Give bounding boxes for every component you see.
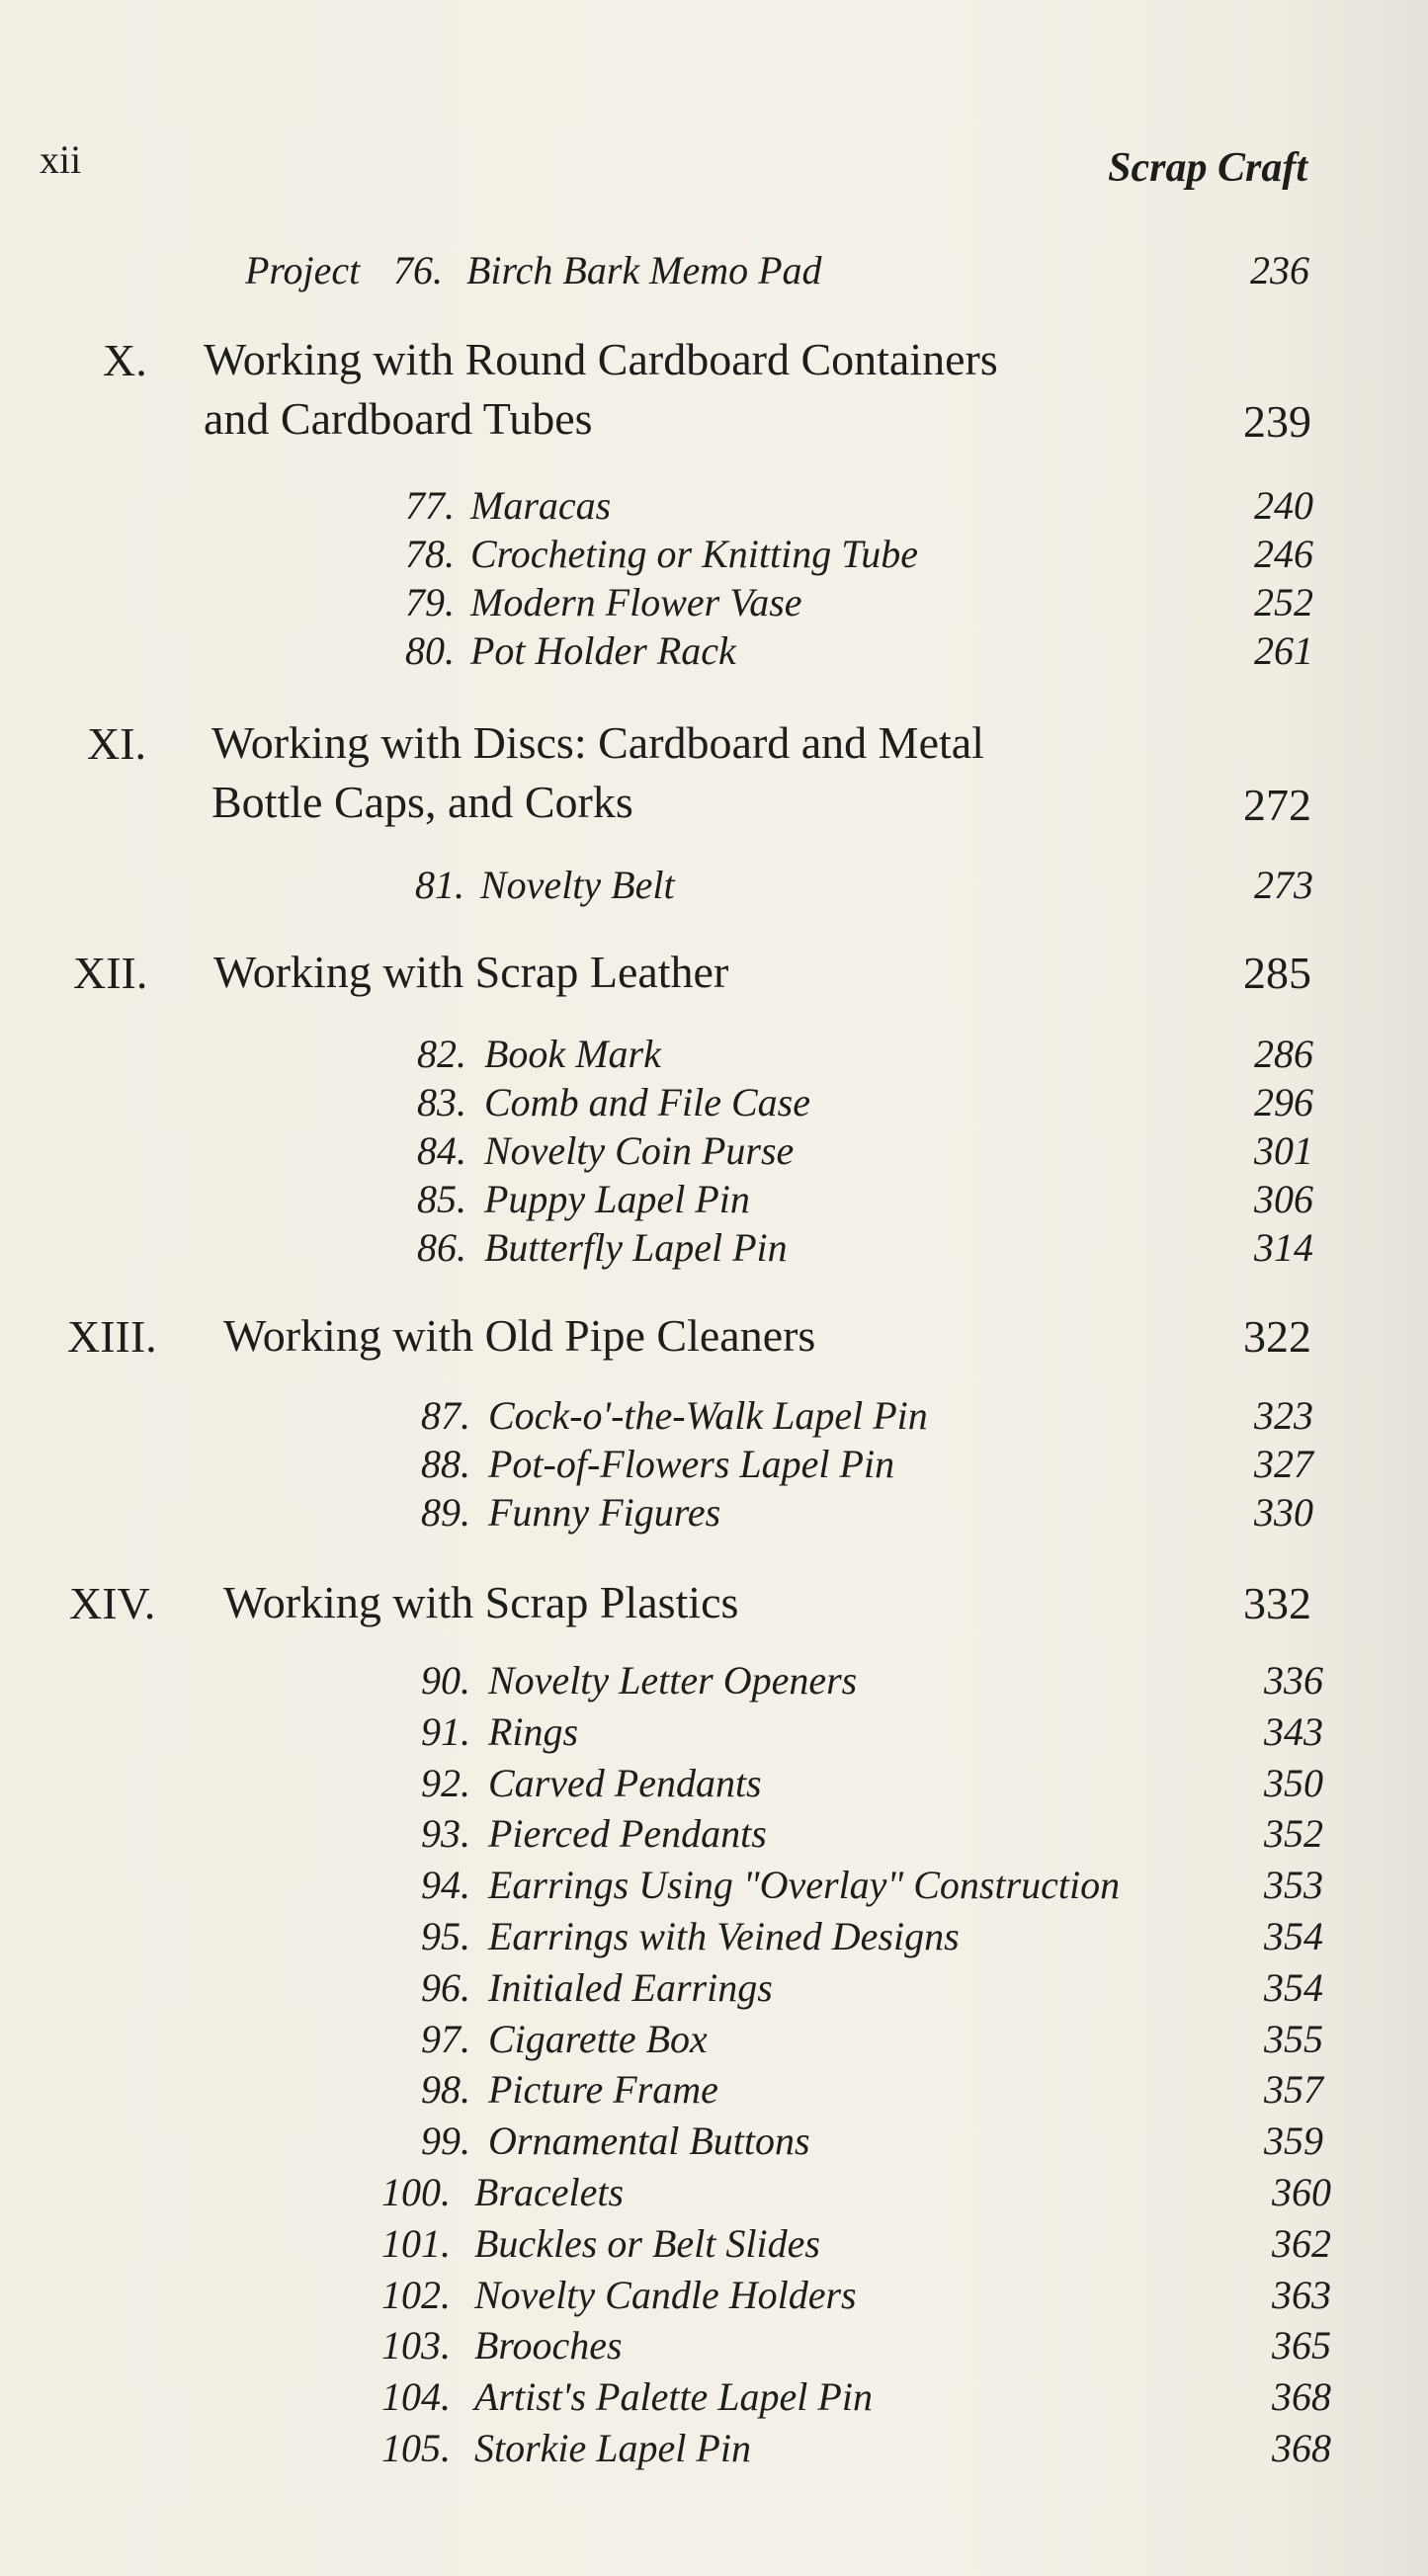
toc-entry xyxy=(0,1862,1428,1911)
entry-page: 354 xyxy=(1264,1914,1323,1958)
entry-page: 352 xyxy=(1264,1811,1323,1857)
entry-page: 306 xyxy=(1254,1177,1313,1221)
entry-number: 103. xyxy=(381,2323,451,2368)
toc-entry xyxy=(0,2322,1428,2371)
toc-entry xyxy=(0,1489,1428,1538)
entry-page: 246 xyxy=(1254,532,1313,576)
entry-number: 79. xyxy=(405,580,455,624)
entry-title: Ornamental Buttons xyxy=(488,2119,810,2164)
entry-number: 100. xyxy=(381,2170,451,2214)
entry-number: 97. xyxy=(421,2016,470,2061)
entry-number: 95. xyxy=(421,1914,470,1958)
entry-title: Rings xyxy=(488,1708,579,1754)
entry-title: Bracelets xyxy=(474,2170,625,2214)
entry-title: Maracas xyxy=(470,483,612,528)
page-number: xii xyxy=(40,137,82,182)
toc-entry xyxy=(0,2220,1428,2270)
chapter-title xyxy=(223,1306,1212,1366)
entry-number: 84. xyxy=(417,1128,466,1173)
entry-page: 236 xyxy=(1250,248,1309,292)
project-prefix: Project xyxy=(245,248,361,292)
toc-entry xyxy=(0,1031,1428,1080)
entry-title: Initialed Earrings xyxy=(488,1964,773,2010)
entry-number: 102. xyxy=(381,2272,451,2317)
toc-entry xyxy=(0,579,1428,628)
entry-number: 99. xyxy=(421,2119,470,2164)
chapter-number: XIII. xyxy=(67,1311,157,1362)
entry-page: 296 xyxy=(1254,1080,1313,1124)
chapter-number: XIV. xyxy=(69,1578,156,1628)
toc-entry xyxy=(0,1392,1428,1442)
chapter-number: XII. xyxy=(73,948,148,998)
entry-page: 365 xyxy=(1272,2323,1331,2368)
entry-number: 93. xyxy=(421,1811,470,1857)
entry-title: Modern Flower Vase xyxy=(470,580,802,624)
entry-page: 343 xyxy=(1264,1708,1323,1754)
chapter-title-line: Bottle Caps, and Corks xyxy=(211,777,633,827)
entry-page: 368 xyxy=(1272,2374,1331,2420)
toc-entry xyxy=(0,1913,1428,1962)
entry-title: Brooches xyxy=(474,2323,623,2368)
chapter-page: 285 xyxy=(1243,948,1311,998)
entry-number: 91. xyxy=(421,1708,470,1754)
entry-number: 78. xyxy=(405,532,455,576)
toc-entry-76 xyxy=(0,247,1428,296)
chapter-title-line: and Cardboard Tubes xyxy=(204,393,593,444)
chapter-title-line: Working with Scrap Leather xyxy=(213,947,729,997)
running-head: Scrap Craft xyxy=(1108,145,1307,191)
entry-title: Storkie Lapel Pin xyxy=(474,2426,751,2470)
entry-title: Birch Bark Memo Pad xyxy=(466,248,822,292)
chapter-title xyxy=(213,943,1202,1002)
entry-page: 286 xyxy=(1254,1032,1313,1076)
toc-entry xyxy=(0,1810,1428,1860)
entry-title: Funny Figures xyxy=(488,1490,721,1535)
entry-title: Cigarette Box xyxy=(488,2016,708,2061)
entry-title: Comb and File Case xyxy=(484,1080,810,1124)
entry-page: 336 xyxy=(1264,1658,1323,1703)
entry-page: 353 xyxy=(1264,1863,1323,1908)
entry-title: Pot Holder Rack xyxy=(470,628,736,673)
entry-page: 252 xyxy=(1254,580,1313,624)
chapter-page: 239 xyxy=(1243,396,1311,447)
entry-title: Earrings Using "Overlay" Construction xyxy=(488,1863,1121,1908)
entry-title: Book Mark xyxy=(484,1032,661,1076)
entry-page: 273 xyxy=(1254,863,1313,907)
toc-entry xyxy=(0,1708,1428,1758)
entry-page: 368 xyxy=(1272,2426,1331,2470)
entry-title: Puppy Lapel Pin xyxy=(484,1177,750,1221)
entry-title: Novelty Letter Openers xyxy=(488,1658,858,1703)
toc-entry xyxy=(0,2425,1428,2474)
entry-page: 327 xyxy=(1254,1442,1313,1486)
chapter-title-line: Working with Old Pipe Cleaners xyxy=(223,1310,816,1361)
entry-title: Cock-o'-the-Walk Lapel Pin xyxy=(488,1393,928,1438)
entry-title: Butterfly Lapel Pin xyxy=(484,1225,788,1270)
entry-title: Earrings with Veined Designs xyxy=(488,1914,960,1958)
entry-page: 323 xyxy=(1254,1393,1313,1438)
toc-entry xyxy=(0,862,1428,911)
entry-page: 330 xyxy=(1254,1490,1313,1535)
chapter-title-line: Working with Scrap Plastics xyxy=(223,1577,739,1627)
toc-entry xyxy=(0,2169,1428,2218)
entry-title: Novelty Candle Holders xyxy=(474,2272,857,2317)
toc-entry xyxy=(0,2118,1428,2167)
toc-entry xyxy=(0,482,1428,532)
entry-number: 87. xyxy=(421,1393,470,1438)
entry-page: 355 xyxy=(1264,2016,1323,2061)
chapter-title-line: Working with Round Cardboard Containers xyxy=(204,334,998,384)
toc-entry xyxy=(0,627,1428,677)
entry-number: 88. xyxy=(421,1442,470,1486)
entry-number: 101. xyxy=(381,2220,451,2266)
entry-page: 314 xyxy=(1254,1225,1313,1270)
entry-number: 96. xyxy=(421,1964,470,2010)
toc-entry xyxy=(0,1760,1428,1809)
toc-entry xyxy=(0,531,1428,580)
entry-page: 362 xyxy=(1272,2220,1331,2266)
chapter-title xyxy=(204,330,1192,449)
chapter-page: 332 xyxy=(1243,1578,1311,1628)
entry-page: 360 xyxy=(1272,2170,1331,2214)
toc-entry xyxy=(0,1176,1428,1225)
chapter-number: X. xyxy=(103,335,147,385)
toc-entry xyxy=(0,1127,1428,1177)
entry-number: 89. xyxy=(421,1490,470,1535)
entry-page: 363 xyxy=(1272,2272,1331,2317)
entry-title: Artist's Palette Lapel Pin xyxy=(474,2374,873,2420)
entry-page: 261 xyxy=(1254,628,1313,673)
toc-entry xyxy=(0,1079,1428,1128)
toc-entry xyxy=(0,2373,1428,2423)
entry-page: 354 xyxy=(1264,1964,1323,2010)
entry-title: Carved Pendants xyxy=(488,1760,762,1805)
entry-number: 83. xyxy=(417,1080,466,1124)
toc-entry xyxy=(0,2066,1428,2116)
chapter-title xyxy=(211,713,1200,832)
entry-number: 86. xyxy=(417,1225,466,1270)
chapter-title-line: Working with Discs: Cardboard and Metal xyxy=(211,717,984,768)
entry-number: 104. xyxy=(381,2374,451,2420)
toc-entry xyxy=(0,1441,1428,1490)
entry-number: 81. xyxy=(415,863,464,907)
entry-title: Pierced Pendants xyxy=(488,1811,767,1857)
chapter-number: XI. xyxy=(87,718,147,769)
entry-page: 240 xyxy=(1254,483,1313,528)
entry-page: 357 xyxy=(1264,2067,1323,2113)
entry-number: 98. xyxy=(421,2067,470,2113)
entry-number: 80. xyxy=(405,628,455,673)
entry-page: 359 xyxy=(1264,2119,1323,2164)
entry-number: 76. xyxy=(393,248,443,292)
entry-page: 301 xyxy=(1254,1128,1313,1173)
toc-entry xyxy=(0,2272,1428,2321)
entry-number: 85. xyxy=(417,1177,466,1221)
entry-number: 105. xyxy=(381,2426,451,2470)
entry-number: 90. xyxy=(421,1658,470,1703)
entry-page: 350 xyxy=(1264,1760,1323,1805)
entry-number: 77. xyxy=(405,483,455,528)
entry-number: 94. xyxy=(421,1863,470,1908)
chapter-title xyxy=(223,1573,1212,1632)
entry-title: Picture Frame xyxy=(488,2067,718,2113)
entry-title: Pot-of-Flowers Lapel Pin xyxy=(488,1442,895,1486)
entry-number: 92. xyxy=(421,1760,470,1805)
entry-number: 82. xyxy=(417,1032,466,1076)
chapter-page: 272 xyxy=(1243,780,1311,830)
toc-entry xyxy=(0,1657,1428,1706)
entry-title: Buckles or Belt Slides xyxy=(474,2220,820,2266)
toc-entry xyxy=(0,2016,1428,2065)
chapter-page: 322 xyxy=(1243,1311,1311,1362)
entry-title: Novelty Belt xyxy=(480,863,675,907)
entry-title: Crocheting or Knitting Tube xyxy=(470,532,918,576)
toc-entry xyxy=(0,1964,1428,2014)
entry-title: Novelty Coin Purse xyxy=(484,1128,795,1173)
toc-entry xyxy=(0,1224,1428,1274)
